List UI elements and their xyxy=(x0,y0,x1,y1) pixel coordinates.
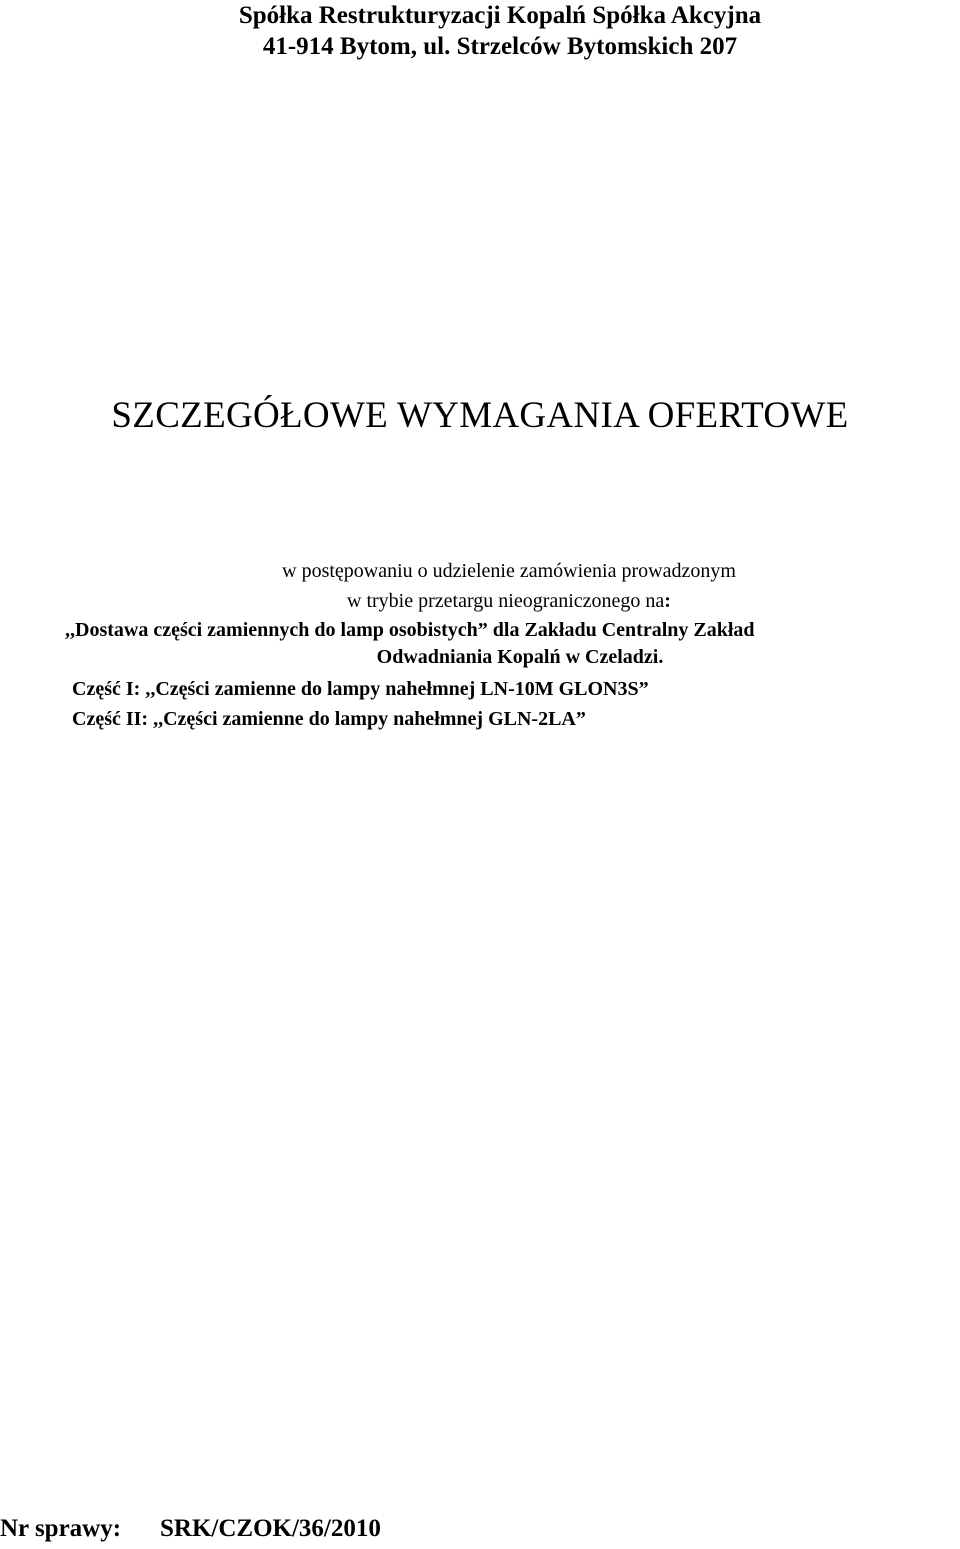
document-title: SZCZEGÓŁOWE WYMAGANIA OFERTOWE xyxy=(111,395,849,436)
part-1-text: ,,Części zamienne do lampy nahełmnej LN-10M GLON3S” xyxy=(145,678,649,700)
procedure-line-2-colon: : xyxy=(664,590,671,612)
part-2-label: Część II: xyxy=(72,708,149,730)
company-address: 41-914 Bytom, ul. Strzelców Bytomskich 207 xyxy=(262,33,738,60)
subject-line-1: ,,Dostawa części zamiennych do lamp osobistych” dla Zakładu Centralny Zakład xyxy=(65,619,755,641)
case-number-value: SRK/CZOK/36/2010 xyxy=(160,1515,381,1542)
procedure-line-2 xyxy=(0,591,960,611)
part-2 xyxy=(72,709,586,729)
procedure-line-2-text: w trybie przetargu nieograniczonego na xyxy=(347,590,665,612)
case-number-label: Nr sprawy: xyxy=(0,1515,122,1542)
subject-line-2: Odwadniania Kopalń w Czeladzi. xyxy=(376,646,664,668)
part-2-text: ,,Części zamienne do lampy nahełmnej GLN-2LA” xyxy=(153,708,586,730)
part-1 xyxy=(72,679,649,699)
company-name: Spółka Restrukturyzacji Kopalń Spółka Akcyjna xyxy=(238,2,762,29)
case-number xyxy=(0,1516,381,1541)
procedure-line-1: w postępowaniu o udzielenie zamówienia prowadzonym xyxy=(282,560,736,582)
part-1-label: Część I: xyxy=(72,678,141,700)
